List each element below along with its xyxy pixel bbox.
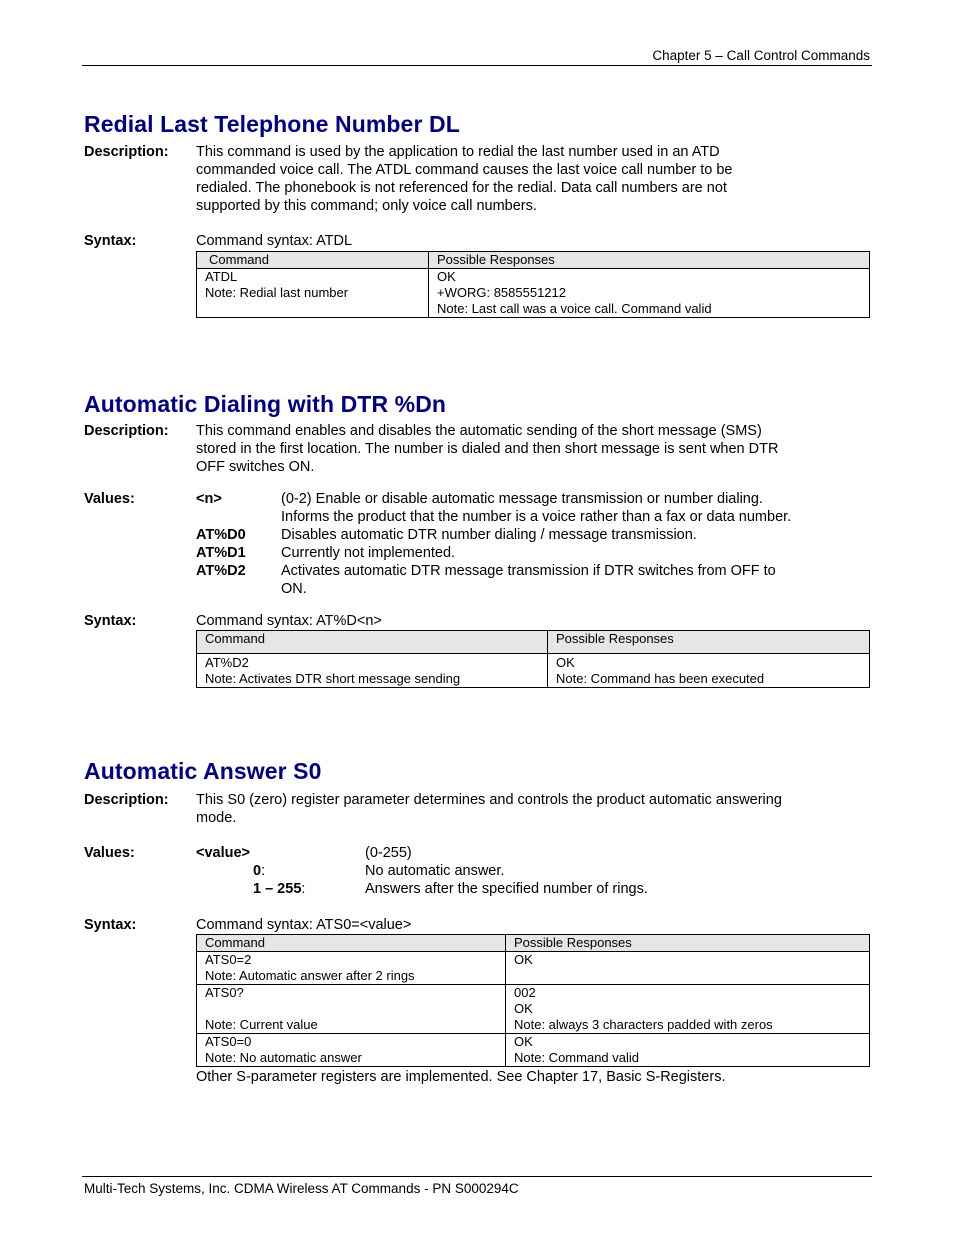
description-text: This command enables and disables the automatic sending of the short message (SMS) stored in the first location. The number is dialed and then short message is sent when DTR OFF switches ON. bbox=[196, 423, 779, 475]
section-title-dl: Redial Last Telephone Number DL bbox=[84, 111, 460, 137]
cell-command: ATS0=0 Note: No automatic answer bbox=[197, 1034, 506, 1067]
syntax-text: Command syntax: ATDL bbox=[196, 233, 353, 249]
syntax-text: Command syntax: ATS0=<value> bbox=[196, 917, 412, 933]
command-table-s0 bbox=[196, 934, 870, 1067]
syntax-label: Syntax: bbox=[84, 233, 137, 249]
value-item: 0: bbox=[253, 863, 266, 879]
table-header-row bbox=[197, 631, 870, 654]
value-key: <n> bbox=[196, 491, 222, 507]
table-header-row bbox=[197, 935, 870, 952]
values-label: Values: bbox=[84, 491, 135, 507]
value-key: <value> bbox=[196, 845, 251, 861]
header-rule bbox=[82, 65, 872, 66]
header-command: Command bbox=[197, 631, 548, 654]
value-text: (0-2) Enable or disable automatic message transmission or number dialing. Informs the product that the number is a voice rather than a fax or data number. bbox=[281, 491, 792, 525]
value-range: (0-255) bbox=[365, 845, 412, 861]
values-label: Values: bbox=[84, 845, 135, 861]
table-row bbox=[197, 1034, 870, 1067]
value-item: 1 – 255: bbox=[253, 881, 306, 897]
value-text: Disables automatic DTR number dialing / message transmission. bbox=[281, 527, 697, 543]
table-row bbox=[197, 654, 870, 688]
running-header: Chapter 5 – Call Control Commands bbox=[652, 48, 870, 63]
header-responses: Possible Responses bbox=[506, 935, 870, 952]
description-text: This S0 (zero) register parameter determines and controls the product automatic answering mode. bbox=[196, 792, 782, 826]
value-item-text: No automatic answer. bbox=[365, 863, 505, 879]
table-row bbox=[197, 269, 870, 318]
header-responses: Possible Responses bbox=[548, 631, 870, 654]
syntax-text: Command syntax: AT%D<n> bbox=[196, 613, 382, 629]
description-text: This command is used by the application to redial the last number used in an ATD commanded voice call. The ATDL command causes the last voice call number to be redialed. The phonebook is not referenced for the redial. Data call numbers are not supported by this command; only voice call numbers. bbox=[196, 144, 733, 214]
description-label: Description: bbox=[84, 792, 169, 808]
value-text: Currently not implemented. bbox=[281, 545, 456, 561]
cell-responses: OK +WORG: 8585551212 Note: Last call was a voice call. Command valid bbox=[429, 269, 870, 318]
header-command: Command bbox=[197, 935, 506, 952]
cell-responses: OK bbox=[506, 952, 870, 985]
value-item-text: Answers after the specified number of rings. bbox=[365, 881, 648, 897]
section-title-dn: Automatic Dialing with DTR %Dn bbox=[84, 391, 447, 417]
description-label: Description: bbox=[84, 423, 169, 439]
table-row bbox=[197, 985, 870, 1034]
section-title-s0: Automatic Answer S0 bbox=[84, 758, 322, 784]
cell-command: ATS0=2 Note: Automatic answer after 2 rings bbox=[197, 952, 506, 985]
description-label: Description: bbox=[84, 144, 169, 160]
table-row bbox=[197, 952, 870, 985]
value-key: AT%D1 bbox=[196, 545, 246, 561]
value-key: AT%D2 bbox=[196, 563, 246, 579]
cell-command: AT%D2 Note: Activates DTR short message sending bbox=[197, 654, 548, 688]
cell-command: ATDL Note: Redial last number bbox=[197, 269, 429, 318]
header-responses: Possible Responses bbox=[429, 252, 870, 269]
value-key: AT%D0 bbox=[196, 527, 246, 543]
command-table-dl bbox=[196, 251, 870, 318]
footer-rule bbox=[82, 1176, 872, 1177]
cell-responses: 002 OK Note: always 3 characters padded with zeros bbox=[506, 985, 870, 1034]
running-footer: Multi-Tech Systems, Inc. CDMA Wireless AT Commands - PN S000294C bbox=[84, 1181, 519, 1196]
command-table-dn bbox=[196, 630, 870, 688]
syntax-label: Syntax: bbox=[84, 917, 137, 933]
s-registers-note: Other S-parameter registers are implemented. See Chapter 17, Basic S-Registers. bbox=[196, 1069, 726, 1085]
value-text: Activates automatic DTR message transmission if DTR switches from OFF to ON. bbox=[281, 563, 776, 597]
syntax-label: Syntax: bbox=[84, 613, 137, 629]
cell-command: ATS0? Note: Current value bbox=[197, 985, 506, 1034]
cell-responses: OK Note: Command valid bbox=[506, 1034, 870, 1067]
header-command: Command bbox=[197, 252, 429, 269]
table-header-row bbox=[197, 252, 870, 269]
cell-responses: OK Note: Command has been executed bbox=[548, 654, 870, 688]
